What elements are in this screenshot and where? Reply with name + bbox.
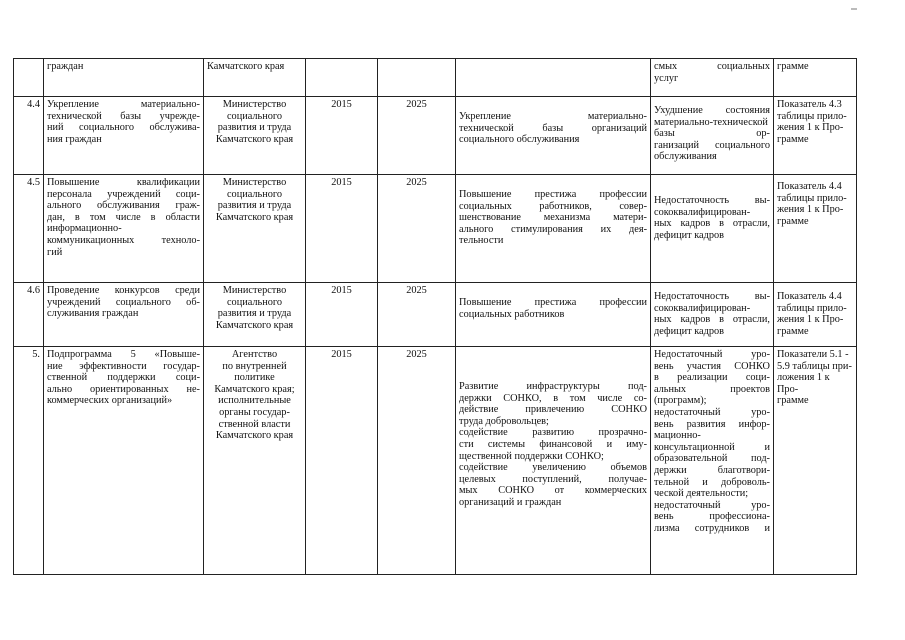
consequence-line: альных проектов bbox=[654, 383, 770, 395]
consequence-line: вень развития инфор- bbox=[654, 418, 770, 430]
result-line: щественной поддержки СОНКО; bbox=[459, 450, 604, 462]
consequence-line: держки благотвори- bbox=[654, 464, 770, 476]
table-row bbox=[14, 347, 857, 575]
consequence-line: тельной и доброволь- bbox=[654, 476, 770, 488]
indicator-line: грамме bbox=[777, 215, 809, 227]
consequence bbox=[651, 283, 774, 347]
measure-name-line: коммерческих организаций» bbox=[47, 395, 173, 407]
executor-line: Камчатского края bbox=[207, 61, 285, 72]
indicator-line: 5.9 таблицы при- bbox=[777, 360, 852, 372]
executor-line: социального bbox=[226, 110, 282, 122]
indicator-line: ложения 1 к Про- bbox=[777, 372, 830, 395]
table-row bbox=[14, 283, 857, 347]
measure-name-line: ний социального обслужива- bbox=[47, 122, 200, 134]
start-year: 2015 bbox=[306, 175, 378, 283]
expected-result bbox=[456, 59, 651, 97]
executor-line: исполнительные bbox=[218, 395, 291, 407]
consequence bbox=[651, 59, 774, 97]
executor-line: развития и труда bbox=[217, 200, 292, 212]
row-number: 5. bbox=[14, 347, 44, 575]
indicator-line: грамме bbox=[777, 395, 809, 407]
indicator-line: таблицы прило- bbox=[777, 192, 847, 204]
result-line: тельности bbox=[459, 235, 504, 247]
consequence-line: образовательной под- bbox=[654, 453, 770, 465]
measure-name-line: информационно- bbox=[47, 223, 122, 235]
indicator-link bbox=[774, 283, 857, 347]
executor-line: политике bbox=[234, 372, 275, 384]
measure-name-line: ально ориентированных не- bbox=[47, 383, 200, 395]
consequence-line: сококвалифицирован- bbox=[654, 302, 751, 314]
consequence-line: материально-технической базы ор- bbox=[654, 116, 770, 140]
result-line: содействие увеличению объемов bbox=[459, 462, 647, 474]
consequence-line: лизма сотрудников и bbox=[654, 522, 770, 534]
end-year: 2025 bbox=[378, 283, 456, 347]
indicator-line: жения 1 к Про- bbox=[777, 314, 844, 326]
consequence bbox=[651, 347, 774, 575]
result-line: мых СОНКО от коммерческих bbox=[459, 485, 647, 497]
measure-name-line: ния граждан bbox=[47, 133, 102, 145]
consequence-line: дефицит кадров bbox=[654, 325, 725, 337]
measure-name-line: учреждений социального об- bbox=[47, 296, 200, 308]
result-line: шенствование механизма матери- bbox=[459, 212, 647, 224]
indicator-link bbox=[774, 97, 857, 175]
consequence-line: ных кадров в отрасли, bbox=[654, 314, 770, 326]
start-year: 2015 bbox=[306, 347, 378, 575]
executor bbox=[204, 97, 306, 175]
executor-line: Камчатского края bbox=[215, 430, 294, 442]
indicator-line: Показатель 4.3 bbox=[777, 99, 842, 110]
start-year: 2015 bbox=[306, 283, 378, 347]
indicator-line: таблицы прило- bbox=[777, 110, 847, 122]
executor-line: развития и труда bbox=[217, 122, 292, 134]
end-year: 2025 bbox=[378, 97, 456, 175]
measure-name-line: Подпрограмма 5 «Повыше- bbox=[47, 349, 200, 360]
expected-result bbox=[456, 347, 651, 575]
indicator-line: грамме bbox=[777, 61, 809, 72]
consequence-line: консультационной и bbox=[654, 441, 770, 453]
measure-name-line: технической базы учрежде- bbox=[47, 110, 200, 122]
indicator-line: грамме bbox=[777, 325, 809, 337]
expected-result bbox=[456, 175, 651, 283]
result-line: социальных работников bbox=[459, 308, 565, 320]
measure-name-line: коммуникационных техноло- bbox=[47, 234, 200, 246]
consequence-line: Ухудшение состояния bbox=[654, 105, 770, 116]
consequence-line: Недостаточность вы- bbox=[654, 195, 770, 206]
result-line: Развитие инфраструктуры под- bbox=[459, 381, 647, 392]
result-line: держки СОНКО, в том числе со- bbox=[459, 392, 647, 404]
result-line: социальных работников, совер- bbox=[459, 200, 647, 212]
executor-line: органы государ- bbox=[219, 406, 290, 418]
measure-name bbox=[44, 175, 204, 283]
consequence-line: дефицит кадров bbox=[654, 229, 725, 241]
indicator-link bbox=[774, 347, 857, 575]
executor-line: Камчатского края bbox=[215, 211, 294, 223]
measure-name-line: Повышение квалификации bbox=[47, 177, 200, 188]
measure-name-line: дан, в том числе в области bbox=[47, 211, 200, 223]
indicator-line: Показатель 4.4 bbox=[777, 181, 842, 192]
result-line: сти системы финансовой и иму- bbox=[459, 438, 647, 450]
executor bbox=[204, 283, 306, 347]
indicator-line: Показатель 4.4 bbox=[777, 291, 842, 302]
start-year bbox=[306, 59, 378, 97]
measure-name bbox=[44, 283, 204, 347]
row-number bbox=[14, 59, 44, 97]
consequence-line: ганизаций социального bbox=[654, 139, 770, 151]
start-year: 2015 bbox=[306, 97, 378, 175]
measure-name-line: гий bbox=[47, 246, 63, 258]
executor-line: Камчатского края bbox=[215, 319, 294, 331]
consequence bbox=[651, 175, 774, 283]
indicator-line: таблицы прило- bbox=[777, 302, 847, 314]
consequence bbox=[651, 97, 774, 175]
end-year: 2025 bbox=[378, 347, 456, 575]
expected-result bbox=[456, 97, 651, 175]
measure-name bbox=[44, 347, 204, 575]
executor-line: Агентство bbox=[231, 349, 278, 360]
table-row bbox=[14, 97, 857, 175]
measure-name-line: ального обслуживания граж- bbox=[47, 200, 200, 212]
measure-name-line: ние эффективности государ- bbox=[47, 360, 200, 372]
executor-line: Министерство bbox=[222, 285, 287, 296]
consequence-line: ческой деятельности; bbox=[654, 488, 749, 500]
executor-line: Камчатского края bbox=[215, 133, 294, 145]
consequence-line: (программ); bbox=[654, 395, 707, 407]
indicator-link bbox=[774, 59, 857, 97]
corner-mark bbox=[851, 8, 857, 10]
measure-name bbox=[44, 97, 204, 175]
result-line: социального обслуживания bbox=[459, 134, 580, 146]
end-year: 2025 bbox=[378, 175, 456, 283]
measure-name-line: Проведение конкурсов среди bbox=[47, 285, 200, 296]
end-year bbox=[378, 59, 456, 97]
row-number: 4.5 bbox=[14, 175, 44, 283]
measure-name-line: персонала учреждений соци- bbox=[47, 188, 200, 200]
executor-line: Министерство bbox=[222, 99, 287, 110]
consequence-line: недостаточный уро- bbox=[654, 406, 770, 418]
result-line: Укрепление материально- bbox=[459, 111, 647, 122]
result-line: труда добровольцев; bbox=[459, 415, 549, 427]
executor bbox=[204, 59, 306, 97]
result-line: организаций и граждан bbox=[459, 496, 562, 508]
indicator-line: грамме bbox=[777, 133, 809, 145]
executor-line: Министерство bbox=[222, 177, 287, 188]
table-row bbox=[14, 59, 857, 97]
row-number: 4.4 bbox=[14, 97, 44, 175]
indicator-link bbox=[774, 175, 857, 283]
executor-line: социального bbox=[226, 296, 282, 308]
indicator-line: Показатели 5.1 - bbox=[777, 349, 849, 360]
consequence-line: смых социальных bbox=[654, 61, 770, 72]
indicator-line: жения 1 к Про- bbox=[777, 122, 844, 134]
consequence-line: услуг bbox=[654, 72, 679, 84]
executor bbox=[204, 175, 306, 283]
expected-result bbox=[456, 283, 651, 347]
table-row bbox=[14, 175, 857, 283]
measure-name-line: Укрепление материально- bbox=[47, 99, 200, 110]
consequence-line: Недостаточность вы- bbox=[654, 291, 770, 302]
executor-line: социального bbox=[226, 188, 282, 200]
result-line: технической базы организаций bbox=[459, 122, 647, 134]
program-measures-table bbox=[13, 58, 857, 575]
row-number: 4.6 bbox=[14, 283, 44, 347]
result-line: Повышение престижа профессии bbox=[459, 189, 647, 200]
indicator-line: жения 1 к Про- bbox=[777, 204, 844, 216]
result-line: ального стимулирования их дея- bbox=[459, 223, 647, 235]
consequence-line: Недостаточный уро- bbox=[654, 349, 770, 360]
executor-line: развития и труда bbox=[217, 308, 292, 320]
consequence-line: ных кадров в отрасли, bbox=[654, 218, 770, 230]
measure-name-line: граждан bbox=[47, 61, 84, 72]
executor-line: ственной власти bbox=[218, 418, 291, 430]
consequence-line: сококвалифицирован- bbox=[654, 206, 751, 218]
result-line: действие привлечению СОНКО bbox=[459, 404, 647, 416]
executor bbox=[204, 347, 306, 575]
consequence-line: вень профессиона- bbox=[654, 511, 770, 523]
measure-name bbox=[44, 59, 204, 97]
result-line: целевых поступлений, получае- bbox=[459, 473, 647, 485]
executor-line: Камчатского края; bbox=[214, 383, 295, 395]
consequence-line: вень участия СОНКО bbox=[654, 360, 770, 372]
consequence-line: недостаточный уро- bbox=[654, 499, 770, 511]
consequence-line: в реализации соци- bbox=[654, 372, 770, 384]
consequence-line: мационно- bbox=[654, 430, 701, 442]
executor-line: по внутренней bbox=[222, 360, 287, 372]
measure-name-line: ственной поддержки соци- bbox=[47, 372, 200, 384]
measure-name-line: служивания граждан bbox=[47, 308, 139, 320]
result-line: содействие развитию прозрачно- bbox=[459, 427, 647, 439]
result-line: Повышение престижа профессии bbox=[459, 297, 647, 308]
consequence-line: обслуживания bbox=[654, 151, 717, 163]
